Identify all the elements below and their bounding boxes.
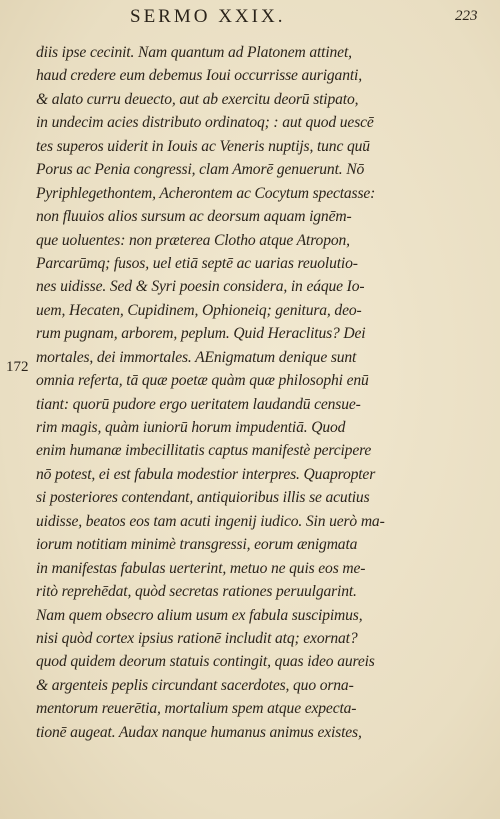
body-text (36, 41, 436, 744)
text-line: si posteriores contendant, antiquioribus illis se acutius (36, 489, 370, 507)
text-line: nō potest, ei est fabula modestior interpres. Quapropter (36, 465, 376, 483)
text-line: Porus ac Penia congressi, clam Amorē genuerunt. Nō (36, 161, 365, 179)
text-line: iorum notitiam minimè transgressi, eorum ænigmata (36, 536, 358, 554)
margin-note: 172 (6, 359, 29, 375)
text-line: uidisse, beatos eos tam acuti ingenij iudico. Sin uerò ma- (36, 512, 385, 530)
text-line: nes uidisse. Sed & Syri poesin considera, in eáque Io- (36, 278, 365, 296)
text-line: ritò reprehēdat, quòd secretas rationes peruulgarint. (36, 583, 357, 601)
text-line: mentorum reuerētia, mortalium spem atque expecta- (36, 700, 357, 718)
text-line: rim magis, quàm iuniorū horum impudentiā. Quod (36, 419, 346, 436)
page-number: 223 (455, 8, 478, 24)
text-line: omnia referta, tā quæ poetæ quàm quæ philosophi enū (36, 372, 369, 390)
text-line: quod quidem deorum statuis contingit, quas ideo aureis (36, 653, 375, 671)
page-header (0, 2, 500, 32)
running-head: SERMO XXIX. (130, 6, 286, 27)
text-line: haud credere eum debemus Ioui occurrisse auriganti, (36, 67, 362, 85)
text-line: Nam quem obsecro alium usum ex fabula suscipimus, (36, 606, 363, 624)
text-line: Pyriphlegethontem, Acherontem ac Cocytum spectasse: (36, 184, 376, 202)
text-line: & alato curru deuecto, aut ab exercitu deorū stipato, (36, 90, 359, 108)
text-line: Parcarūmq; fusos, uel etiā septē ac uarias reuolutio- (36, 254, 358, 272)
text-line: rum pugnam, arborem, peplum. Quid Heraclitus? Dei (36, 325, 366, 343)
text-line: enim humanæ imbecillitatis captus manifestè percipere (36, 442, 372, 460)
text-line: in manifestas fabulas uerterint, metuo ne quis eos me- (36, 559, 366, 577)
text-line: nisi quòd cortex ipsius rationē includit atq; exornat? (36, 629, 358, 647)
text-line: mortales, dei immortales. AEnigmatum denique sunt (36, 348, 357, 366)
text-line: uem, Hecaten, Cupidinem, Ophioneiq; genitura, deo- (36, 301, 362, 319)
text-line: tes superos uiderit in Iouis ac Veneris nuptijs, tunc quū (36, 137, 370, 155)
text-line: & argenteis peplis circundant sacerdotes, quo orna- (36, 676, 354, 694)
text-line: non fluuios alios sursum ac deorsum aquam ignēm- (36, 208, 352, 226)
text-line: diis ipse cecinit. Nam quantum ad Platonem attinet, (36, 44, 352, 61)
text-line: tiant: quorū pudore ergo ueritatem laudandū censue- (36, 395, 361, 413)
text-line: in undecim acies distributo ordinatoq; : aut quod uescē (36, 114, 374, 132)
text-line: que uoluentes: non præterea Clotho atque Atropon, (36, 231, 350, 249)
text-line: tionē augeat. Audax nanque humanus animus existes, (36, 723, 362, 741)
